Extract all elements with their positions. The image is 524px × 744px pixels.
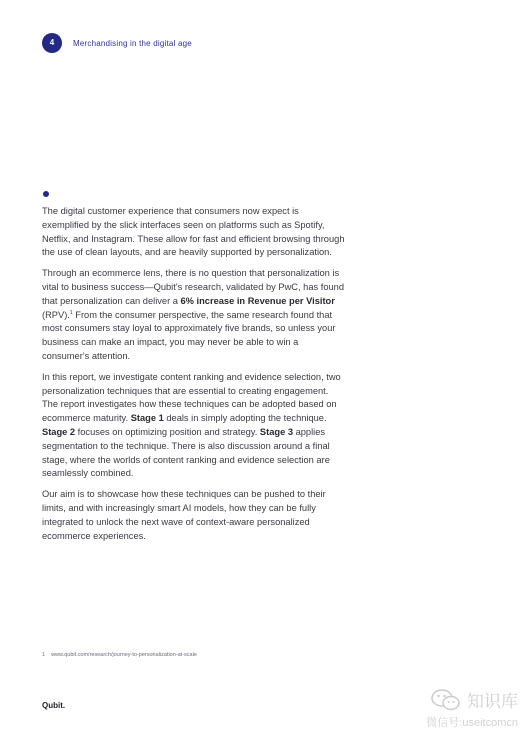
watermark-sub: 微信号:useitcomcn bbox=[426, 717, 518, 729]
paragraph-3 bbox=[42, 371, 346, 481]
wechat-icon bbox=[431, 688, 461, 712]
section-dot-icon bbox=[43, 191, 49, 197]
paragraph-3-text-d: applies segmentation to the technique. There is also discussion around a final stage, where the worlds of content ranking and evidence selection are seamlessly combined. bbox=[42, 426, 330, 479]
paragraph-3-text-b: deals in simply adopting the technique. bbox=[163, 413, 327, 424]
watermark-brand: 知识库 bbox=[467, 692, 518, 711]
header-title: Merchandising in the digital age bbox=[73, 38, 192, 48]
stage-1-label: Stage 1 bbox=[130, 413, 164, 424]
rpv-highlight: 6% increase in Revenue per Visitor bbox=[180, 295, 335, 306]
main-body bbox=[42, 205, 346, 550]
stage-3-label: Stage 3 bbox=[259, 426, 293, 437]
footnote-link[interactable]: www.qubit.com/research/journey-to-personalization-at-scale bbox=[51, 652, 197, 658]
footnote bbox=[42, 652, 197, 658]
footnote-ref: 1 bbox=[69, 309, 73, 316]
paragraph-1: The digital customer experience that consumers now expect is exemplified by the slick interfaces seen on platforms such as Spotify, Netflix, and Instagram. These allow for fast and efficient browsing through the use of clean layouts, and are heavily supported by personalization. bbox=[42, 206, 345, 258]
paragraph-4: Our aim is to showcase how these techniques can be pushed to their limits, and with increasingly smart AI models, how they can be fully integrated to unlock the next wave of context-aware personalized ecommerce experiences. bbox=[42, 489, 326, 541]
watermark bbox=[426, 687, 518, 730]
page-header bbox=[42, 33, 192, 53]
footnote-number: 1 bbox=[42, 652, 46, 658]
paragraph-2-text-c: From the consumer perspective, the same research found that most consumers stay loyal to approximately five brands, so unless your business can make an impact, you may never be able to win a consumer's attention. bbox=[42, 309, 336, 361]
stage-2-label: Stage 2 bbox=[42, 426, 76, 437]
paragraph-2-text-b: (RPV). bbox=[42, 309, 70, 320]
paragraph-3-text-a: In this report, we investigate content ranking and evidence selection, two personalization techniques that are essential to creating engagement. The report investigates how these techniques can be adopted based on ecommerce maturity. bbox=[42, 371, 341, 424]
page-number-badge: 4 bbox=[42, 33, 62, 53]
paragraph-3-text-c: focuses on optimizing position and strategy. bbox=[75, 426, 260, 437]
qubit-logo: Qubit. bbox=[42, 701, 66, 710]
paragraph-2-text-a: Through an ecommerce lens, there is no question that personalization is vital to business success—Qubit's research, validated by PwC, has found that personalization can deliver a bbox=[42, 268, 345, 306]
paragraph-2 bbox=[42, 267, 346, 364]
